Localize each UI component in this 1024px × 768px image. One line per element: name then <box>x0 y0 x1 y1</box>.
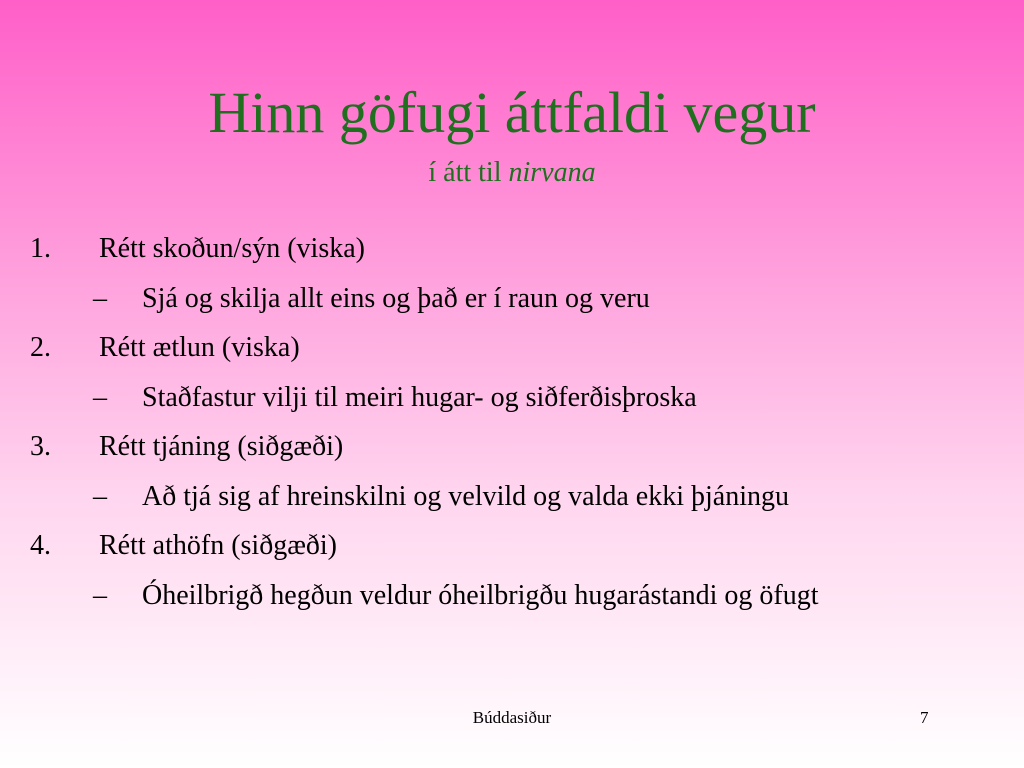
list-item <box>0 330 1024 380</box>
sub-list-item <box>0 281 1024 331</box>
bullet-list <box>0 231 1024 627</box>
item-number: 1. <box>30 233 51 264</box>
list-item <box>0 429 1024 479</box>
item-text: Rétt tjáning (siðgæði) <box>99 431 344 462</box>
sub-item-text: Staðfastur vilji til meiri hugar- og siðferðisþroska <box>142 381 697 413</box>
item-text: Rétt ætlun (viska) <box>99 332 300 363</box>
footer-text: Búddasiður <box>472 708 552 727</box>
item-number: 4. <box>30 530 51 561</box>
sub-list-item <box>0 380 1024 430</box>
page-number: 7 <box>920 708 929 727</box>
sub-list-item <box>0 578 1024 628</box>
sub-item-text: Óheilbrigð hegðun veldur óheilbrigðu hugarástandi og öfugt <box>142 579 819 611</box>
item-text: Rétt skoðun/sýn (viska) <box>99 233 365 264</box>
subtitle-prefix: í átt til <box>428 157 509 188</box>
list-item <box>0 528 1024 578</box>
dash-bullet: – <box>93 480 107 512</box>
slide-title: Hinn göfugi áttfaldi vegur <box>208 80 816 145</box>
item-text: Rétt athöfn (siðgæði) <box>99 530 337 561</box>
item-number: 2. <box>30 332 51 363</box>
sub-item-text: Sjá og skilja allt eins og það er í raun og veru <box>142 282 650 314</box>
sub-list-item <box>0 479 1024 529</box>
dash-bullet: – <box>93 579 107 611</box>
dash-bullet: – <box>93 282 107 314</box>
sub-item-text: Að tjá sig af hreinskilni og velvild og valda ekki þjáningu <box>142 480 789 512</box>
dash-bullet: – <box>93 381 107 413</box>
slide-subtitle <box>0 156 1024 190</box>
subtitle-emphasis: nirvana <box>508 157 596 188</box>
list-item <box>0 231 1024 281</box>
item-number: 3. <box>30 431 51 462</box>
